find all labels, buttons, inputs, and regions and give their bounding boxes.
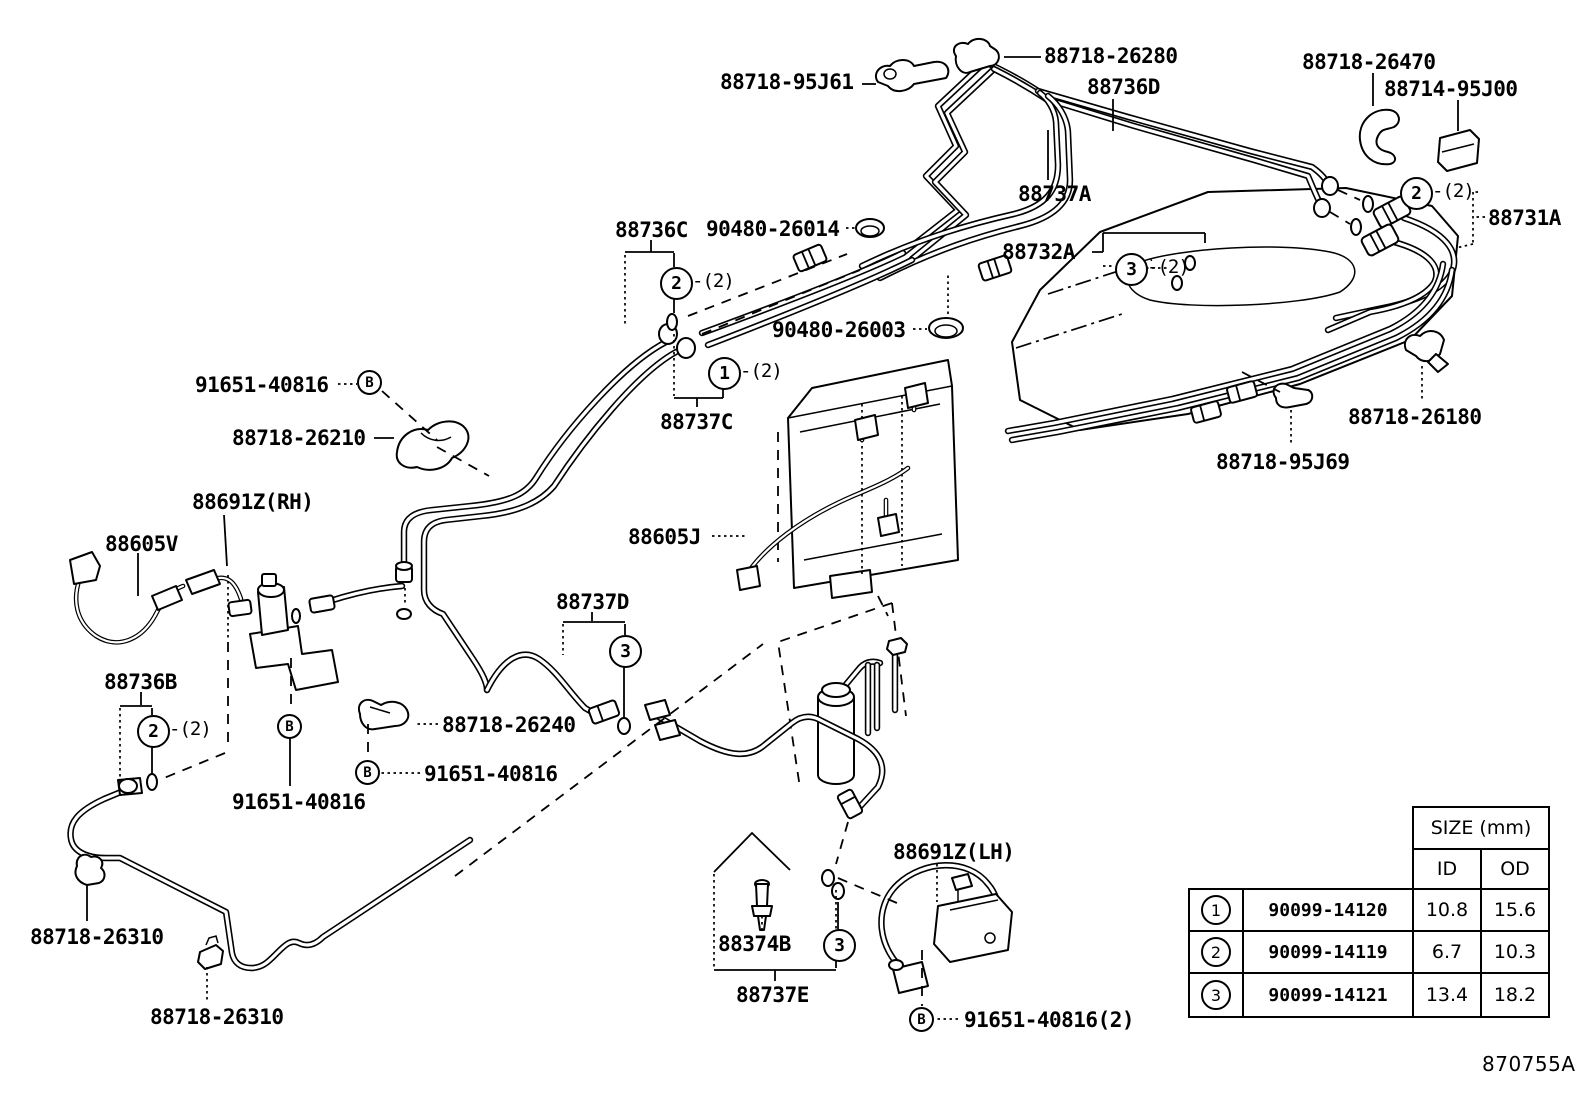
callout-circle: 2 <box>660 267 693 300</box>
callout-circle: 3 <box>609 635 642 668</box>
part-label: 88691Z(LH) <box>893 840 1015 864</box>
pipe-end <box>1322 177 1338 195</box>
pipe-end <box>677 338 695 358</box>
part-label: 88718-26180 <box>1348 405 1482 429</box>
callout-suffix: -(2) <box>169 718 211 740</box>
sensor-connector <box>70 552 220 610</box>
o-ring <box>618 718 630 734</box>
elbow-fitting <box>645 700 670 720</box>
part-label: 88718-26280 <box>1044 44 1178 68</box>
part-label: 88718-26470 <box>1302 50 1436 74</box>
size-table-title: SIZE (mm) <box>1412 806 1550 850</box>
callout-suffix: -(2) <box>740 360 782 382</box>
part-label: 88736C <box>615 218 688 242</box>
callout-circle: 2 <box>1400 177 1433 210</box>
o-ring <box>822 870 834 886</box>
part-label: 88691Z(RH) <box>192 490 314 514</box>
clip-26310-a <box>75 855 104 885</box>
bracket-26470 <box>1360 110 1399 164</box>
size-table-row-num: 1 <box>1188 888 1244 932</box>
pipe-end <box>1314 199 1330 217</box>
part-label: 88374B <box>718 932 791 956</box>
cushion-95j00 <box>1438 130 1479 171</box>
size-table-row-id: 13.4 <box>1412 972 1482 1018</box>
connector <box>737 566 760 590</box>
part-label: 88605J <box>628 525 701 549</box>
clamp-95j61 <box>876 60 948 91</box>
bracket-26210 <box>397 421 469 469</box>
callout-circle: 2 <box>137 715 170 748</box>
size-table-row-num: 3 <box>1188 972 1244 1018</box>
drawing-number: 870755A <box>1482 1052 1576 1076</box>
part-label: 88718-26310 <box>150 1005 284 1029</box>
callout-circle: 3 <box>823 929 856 962</box>
part-label: 91651-40816(2) <box>964 1008 1135 1032</box>
part-label: 90480-26003 <box>772 318 906 342</box>
union-fitting <box>309 595 335 613</box>
part-label: 88737C <box>660 410 733 434</box>
size-table-row-part: 90099-14120 <box>1242 888 1414 932</box>
b-marker: B <box>909 1007 934 1032</box>
grommet-26014 <box>856 219 884 237</box>
size-table-col-od: OD <box>1480 848 1550 890</box>
callout-circle: 3 <box>1115 253 1148 286</box>
b-marker: B <box>357 370 382 395</box>
small-parts <box>70 39 1479 993</box>
part-label: 88714-95J00 <box>1384 77 1518 101</box>
callout-suffix: -(2) <box>1147 256 1189 278</box>
o-ring <box>1363 196 1373 212</box>
hose-fitting <box>588 700 620 725</box>
o-ring <box>397 609 411 619</box>
part-label: 88718-95J69 <box>1216 450 1350 474</box>
part-label: 88736B <box>104 670 177 694</box>
o-ring <box>667 314 677 330</box>
part-label: 88605V <box>105 532 178 556</box>
clip-26310-b <box>198 945 223 969</box>
part-label: 88718-26210 <box>232 426 366 450</box>
size-table-row-od: 10.3 <box>1480 930 1550 974</box>
part-label: 88736D <box>1087 75 1160 99</box>
connector <box>905 383 928 408</box>
o-ring <box>832 883 844 899</box>
part-label: 88731A <box>1488 206 1561 230</box>
part-label: 88737E <box>736 983 809 1007</box>
size-table-row-part: 90099-14121 <box>1242 972 1414 1018</box>
clamp-26240 <box>359 700 408 729</box>
size-table-row-od: 18.2 <box>1480 972 1550 1018</box>
receiver-drier <box>778 603 907 788</box>
connector <box>878 514 899 536</box>
hose-fitting <box>837 789 863 819</box>
o-ring <box>1172 276 1182 290</box>
size-table-row-num: 2 <box>1188 930 1244 974</box>
size-table-row-od: 15.6 <box>1480 888 1550 932</box>
part-label: 88732A <box>1002 240 1075 264</box>
rh-valve-assembly <box>228 574 338 690</box>
size-table-row-part: 90099-14119 <box>1242 930 1414 974</box>
callout-suffix: -(2) <box>1432 180 1474 202</box>
pipe-cap <box>396 562 412 582</box>
connector <box>855 415 878 440</box>
o-ring <box>1351 219 1361 235</box>
part-label: 88718-95J61 <box>720 70 854 94</box>
part-label: 88737D <box>556 590 629 614</box>
o-ring <box>292 609 300 623</box>
part-label: 88737A <box>1018 182 1091 206</box>
b-marker: B <box>277 714 302 739</box>
clamp-95j69 <box>1274 384 1313 408</box>
grommet-26003 <box>929 318 963 338</box>
callout-suffix: -(2) <box>692 270 734 292</box>
part-label: 91651-40816 <box>232 790 366 814</box>
canister-box <box>778 360 958 598</box>
part-label: 91651-40816 <box>424 762 558 786</box>
part-label: 88718-26310 <box>30 925 164 949</box>
b-marker: B <box>355 760 380 785</box>
size-table-row-id: 10.8 <box>1412 888 1482 932</box>
callout-circle: 1 <box>708 357 741 390</box>
pipe-cap <box>118 778 142 795</box>
o-ring <box>147 774 157 790</box>
size-table-row-id: 6.7 <box>1412 930 1482 974</box>
part-label: 90480-26014 <box>706 217 840 241</box>
part-label: 91651-40816 <box>195 373 329 397</box>
size-table-col-id: ID <box>1412 848 1482 890</box>
part-label: 88718-26240 <box>442 713 576 737</box>
